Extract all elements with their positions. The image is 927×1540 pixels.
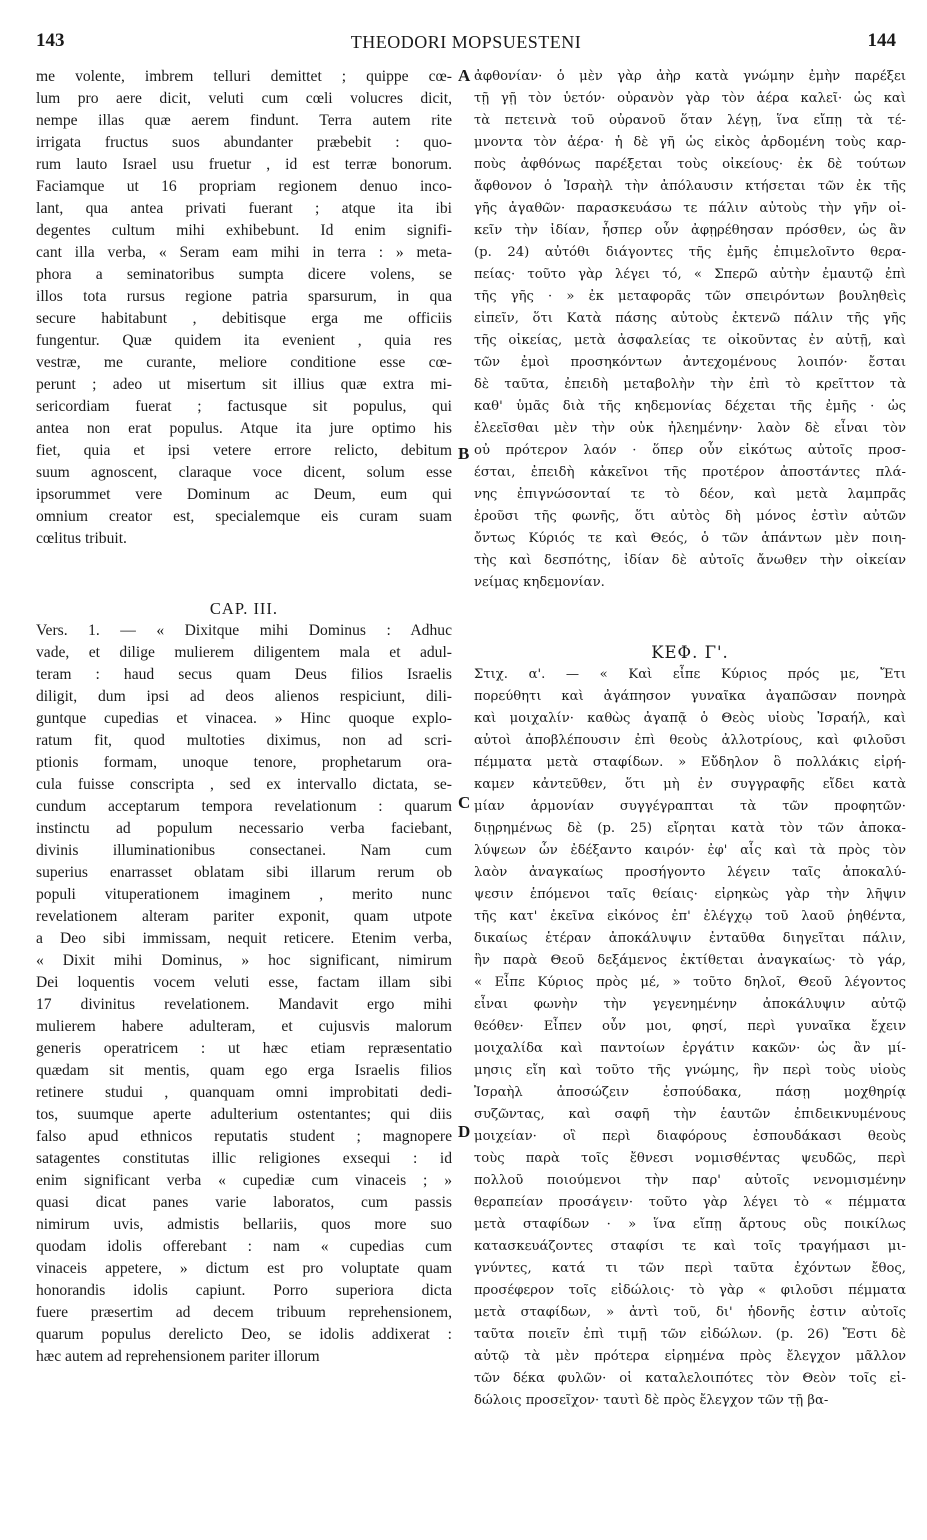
text-line: fungentur. Quæ quidem ita evenient , quia res	[36, 332, 452, 349]
text-line: τῶν δέκα φυλῶν· οἱ καταλελοιπότες τὸν Θεὸν τοῖς εἰ-	[474, 1371, 906, 1386]
text-line: retinere studui , quanquam omni improbitati dedi-	[36, 1084, 452, 1101]
text-line: sericordiam fuerat ; factusque sit populus, qui	[36, 398, 452, 415]
margin-letter-a: A	[458, 66, 471, 85]
text-line: καὶ μοιχαλίν· καθὼς ἀγαπᾷ ὁ Θεὸς υἱοὺς Ἰσραήλ, καὶ	[474, 711, 906, 726]
section-gap	[36, 550, 452, 598]
greek-paragraph-2	[474, 664, 906, 1412]
text-line: αὐτοὶ ἀποβλέπουσιν ἐπὶ θεοὺς ἀλλοτρίους, καὶ φιλοῦσι	[474, 733, 906, 748]
text-line: αὐτῷ τὰ μὲν πρότερα εἰρημένα πρὸς ἔλεγχον μᾶλλον	[474, 1349, 906, 1364]
text-line: phora a seminatoribus sumpta dicere volens, se	[36, 266, 452, 283]
text-line: Faciamque ut 16 propriam regionem denuo inco-	[36, 178, 452, 195]
text-line: τοὺς παρὰ τοῖς ἔθνεσι νομισθέντας ψευδῶς, περὶ	[474, 1151, 906, 1166]
text-line: me volente, imbrem telluri demittet ; quippe cœ-	[36, 68, 452, 85]
text-line: ἄφθονον ὁ Ἰσραὴλ τὴν ἀπόλαυσιν κτήσεται τῶν ἐκ τῆς	[474, 179, 906, 194]
text-line: Ἰσραὴλ ἀποσώζειν ἐσπούδακα, πάσῃ μοχθηρίᾳ	[474, 1085, 906, 1100]
text-line: a Deo sibi immissam, nequit reticere. Etenim verba,	[36, 930, 452, 947]
text-line: quodam idolis offerebant : nam « cupedias cum	[36, 1238, 452, 1255]
text-line: θεραπείαν προσάγειν· τοῦτο γὰρ λέγει τὸ « πέμματα	[474, 1195, 906, 1210]
page-number-right: 144	[867, 30, 896, 51]
text-line: lant, qua antea privati fuerant ; atque ita ibi	[36, 200, 452, 217]
text-line: revelationem alteram pariter exponit, quam utpote	[36, 908, 452, 925]
text-line: εἰπεῖν, ὅτι Κατὰ πάσης αὐτοὺς ἐκτενῶ πάλιν τῆς γῆς	[474, 311, 906, 326]
text-line: enim significant verba « cupediæ cum vinaceis ; »	[36, 1172, 452, 1189]
text-line: ψεσιν ἑπόμενοι ταῖς θείαις· εἰρηκὼς γὰρ τὴν λῆψιν	[474, 887, 906, 902]
text-line: fuere præsertim ad decem tribuum reprehensionem,	[36, 1304, 452, 1321]
text-line: tos, suumque aperte adulterium ostentantes; qui diis	[36, 1106, 452, 1123]
text-line: κατασκευάζοντες σταφίσι τε καὶ τοῖς τραγήμασι μι-	[474, 1239, 906, 1254]
text-line: ὄντως Κύριός τε καὶ Θεός, ὁ τῶν ἁπάντων μὲν ποιη-	[474, 531, 906, 546]
text-line: omnium creator est, specialemque eis curam suam	[36, 508, 452, 525]
text-line: τῆς οἰκείας, μετὰ ἀσφαλείας τε οἰκοῦντας ἐν αὐτῇ, καὶ	[474, 333, 906, 348]
text-line: ἐροῦσι τῆς φωνῆς, ὅτι αὐτὸς δὴ μόνος ἐστὶν αὐτῶν	[474, 509, 906, 524]
text-line: cula fuisse conscripta , sed ex intervallo dictata, se-	[36, 776, 452, 793]
text-line: τῶν ἐμοὶ προσηκόντων ἀντεχομένους λοιπόν· ἔσται	[474, 355, 906, 370]
text-line: illos tota rursus regione patria sparsurum, in qua	[36, 288, 452, 305]
text-line: ἐλεεῖσθαι μὲν τὴν οὐκ ἠλεημένην· λαὸν δὲ εἶναι τὸν	[474, 421, 906, 436]
text-line: divinis illuminationibus consectanei. Nam cum	[36, 842, 452, 859]
text-line: γῆς ἀγαθῶν· παρασκευάσω τε πάλιν αὐτοὺς τὴν γῆν οἰ-	[474, 201, 906, 216]
text-line: μετὰ σταφίδων · » ἵνα εἴπῃ ἄρτους οὓς ποικίλως	[474, 1217, 906, 1232]
text-line: cundum acceptarum tempora revelationum : quarum	[36, 798, 452, 815]
text-line: συζῶντας, καὶ σαφῆ τὴν ἑαυτῶν ἐπιδεικνυμένους	[474, 1107, 906, 1122]
text-line: έσται, ἐπειδὴ κἀκεῖνοι τῆς προτέρον ἀποστάντες πλά-	[474, 465, 906, 480]
text-line: μοιχαλίδα καὶ παντοίων ἐργάτιν κακῶν· ὡς ἂν μί-	[474, 1041, 906, 1056]
text-line: Στιχ. α'. — « Καὶ εἶπε Κύριος πρός με, Ἔτι	[474, 667, 906, 682]
text-line: falso apud ethnicos reputatis student ; magnopere	[36, 1128, 452, 1145]
text-line: mulierem habere adulteram, et cujusvis malorum	[36, 1018, 452, 1035]
latin-column	[36, 66, 452, 1368]
margin-letter-b: B	[458, 444, 470, 463]
greek-chapter-heading: ΚΕΦ. Γ'.	[651, 643, 729, 662]
text-line: fiet, quia et ipsi vetere errore relicto, debitum	[36, 442, 452, 459]
text-line: vade, et dilige mulierem diligentem mala et adul-	[36, 644, 452, 661]
text-line: quasi dicat panes varie laboratos, cum passis	[36, 1194, 452, 1211]
text-line: 17 divinitus revelationem. Mandavit ergo mihi	[36, 996, 452, 1013]
text-line: θεόθεν· Εἶπεν οὖν μοι, φησί, περὶ γυναῖκα ἔχειν	[474, 1019, 906, 1034]
text-line: vestræ, me curante, meliore conditione esse cœ-	[36, 354, 452, 371]
text-line: cœlitus tribuit.	[36, 530, 127, 547]
text-line: γνύντες, κατά τι τῶν περὶ ταῦτα ἐχόντων ἔθος,	[474, 1261, 906, 1276]
text-line: Vers. 1. — « Dixitque mihi Dominus : Adhuc	[36, 622, 452, 639]
text-line: δὲ ταῦτα, ἐπειδὴ μεταβολὴν τὴν ἐπὶ τὸ κρεῖττον τὰ	[474, 377, 906, 392]
text-line: κεῖν τὴν ἰδίαν, ἧσπερ οὖν ἀφῃρέθησαν πρόσθεν, ὡς ἂν	[474, 223, 906, 238]
text-line: cant illa verba, « Seram eam mihi in terra : » meta-	[36, 244, 452, 261]
text-line: καμεν κἀντεῦθεν, ὅτι μὴ ἐν συγγραφῆς εἴδει κατὰ	[474, 777, 906, 792]
text-line: ἀφθονίαν· ὁ μὲν γὰρ ἀὴρ κατὰ γνώμην ἐμὴν παρέξει	[474, 69, 906, 84]
text-line: πείας· τοῦτο γὰρ λέγει τό, « Σπερῶ αὐτὴν ἐμαυτῷ ἐπὶ	[474, 267, 906, 282]
text-line: instinctu ad populum necessario verba faciebant,	[36, 820, 452, 837]
running-header	[36, 30, 896, 58]
text-line: τῆς γῆς · » ἐκ μεταφορᾶς τῶν σπειρόντων βουληθεὶς	[474, 289, 906, 304]
text-line: μετὰ σταφίδων, » ἀντὶ τοῦ, δι' ἡδονῆς ἐστιν αὐτοῖς	[474, 1305, 906, 1320]
text-line: μησις εἴη καὶ τοῦτο τῆς γνώμης, ἣν περὶ τοὺς υἱοὺς	[474, 1063, 906, 1078]
text-line: μνοντα τὸν ἀέρα· ἡ δὲ γῆ ὡς εἰκὸς ἀρδομένη τοὺς καρ-	[474, 135, 906, 150]
text-line: λύψεων ὧν ἐδέξαντο καιρόν· ἐφ' αἷς καὶ τὰ πρὸς τὸν	[474, 843, 906, 858]
text-line: satagentes constitutas illic religiones exsequi : id	[36, 1150, 452, 1167]
text-line: πολλοῦ ποιούμενοι τὴν παρ' αὐτοῖς νενομισμένην	[474, 1173, 906, 1188]
text-line: rum lauto Israel usu fruetur , id est terræ bonorum.	[36, 156, 452, 173]
greek-column	[474, 66, 906, 1412]
text-line: suum agnoscent, claraque voce dicent, solum esse	[36, 464, 452, 481]
text-line: hæc autem ad reprehensionem pariter illorum	[36, 1348, 320, 1365]
text-line: teram : haud secus quam Deus filios Israelis	[36, 666, 452, 683]
text-line: ratum fit, quod multoties diximus, non ad scri-	[36, 732, 452, 749]
text-line: τὴς καὶ δεσπότης, ἰδίαν δὲ αὐτοῖς ἄνωθεν τὴν οἰκείαν	[474, 553, 906, 568]
text-line: ptionis formam, unoque tenore, prophetarum ora-	[36, 754, 452, 771]
text-line: « Dixit mihi Dominus, » hoc significant, nimirum	[36, 952, 452, 969]
text-line: νης ἐπιγνώσονταί τε τὸ δέον, καὶ μετὰ λαμπρᾶς	[474, 487, 906, 502]
text-line: vinaceis appetere, » dictum est pro voluptate quam	[36, 1260, 452, 1277]
greek-paragraph-1	[474, 66, 906, 594]
text-line: perunt ; adeo ut misertum sit illius quæ extra mi-	[36, 376, 452, 393]
text-line: τῇ γῇ τὸν ὑετόν· οὐρανὸν γὰρ τὸν ἀέρα καλεῖ· ὡς καὶ	[474, 91, 906, 106]
text-line: οὐ πρότερον λαόν · ὅπερ οὖν εἰκότως αὐτοῖς προσ-	[474, 443, 906, 458]
text-line: guntque cupedias et vinacea. » Hinc quoque explo-	[36, 710, 452, 727]
text-line: νείμας κηδεμονίαν.	[474, 575, 605, 590]
text-line: εἶναι φωνὴν τὴν γεγενημένην ἀποκάλυψιν αὐτῷ	[474, 997, 906, 1012]
text-line: nimirum uvis, admistis bellariis, quos more suo	[36, 1216, 452, 1233]
text-line: δώλοις προσεῖχον· ταυτὶ δὲ πρὸς ἔλεγχον τῶν τῇ βα-	[474, 1393, 829, 1408]
text-line: ποὺς ἀφθόνως παρέξεται τοὺς οἰκείους· ἐκ δὲ τούτων	[474, 157, 906, 172]
text-line: τῆς κατ' ἐκεῖνα εἰκόνος ἐπ' ἐλέγχῳ τοῦ λαοῦ ῥηθέντα,	[474, 909, 906, 924]
margin-letter-c: C	[458, 793, 471, 812]
text-line: irrigata fructus suos abundanter præbebit : quo-	[36, 134, 452, 151]
text-line: superius enarrasset oblatam sibi illarum rerum ob	[36, 864, 452, 881]
text-line: ipsorummet vere Dominum ac Deum, eum qui	[36, 486, 452, 503]
text-line: δικαίως ἑτέραν ἀποκάλυψιν ἐνταῦθα διηγεῖται πάλιν,	[474, 931, 906, 946]
text-line: πορεύθητι καὶ ἀγάπησον γυναῖκα ἀγαπῶσαν πονηρὰ	[474, 689, 906, 704]
text-line: generis operatricem : ut hæc etiam repræsentatio	[36, 1040, 452, 1057]
text-line: λαὸν ἀναγκαίως προσήγοντο λέγειν ταῖς ἀποκαλύ-	[474, 865, 906, 880]
text-line: « Εἶπε Κύριος πρὸς μέ, » τοῦτο δηλοῖ, Θεοῦ λέγοντος	[474, 975, 906, 990]
text-line: honorandis idolis capiunt. Porro superiora dicta	[36, 1282, 452, 1299]
text-line: ἣν παρὰ Θεοῦ δεξάμενος ἐκτίθεται ἀναγκαίως· τὸ γάρ,	[474, 953, 906, 968]
text-line: quarum populus derelicto Deo, se idolis addixerat :	[36, 1326, 452, 1343]
text-line: ταῦτα ποιεῖν ἐπὶ τιμῇ τῶν εἰδώλων. (p. 26) Ἔστι δὲ	[474, 1327, 906, 1342]
text-line: secure habitabunt , debitisque erga me officiis	[36, 310, 452, 327]
text-line: populi vituperationem imaginem , merito nunc	[36, 886, 452, 903]
text-line: antea non erat populus. Atque ita jure optimo his	[36, 420, 452, 437]
latin-paragraph-1	[36, 66, 452, 550]
text-line: Dei loquentis vocem veluti esse, factam illam sibi	[36, 974, 452, 991]
text-line: diligit, dum ipsi ad deos alienos respiciunt, dili-	[36, 688, 452, 705]
section-gap	[474, 594, 906, 642]
text-line: (p. 24) αὐτόθι διάγοντες τῆς ἐμῆς ἐπιμελοῖντο θερα-	[474, 245, 906, 260]
page-number-left: 143	[36, 30, 65, 51]
margin-letter-d: D	[458, 1122, 471, 1141]
latin-paragraph-2	[36, 620, 452, 1368]
text-line: lum pro aere dicit, veluti cum cœli volucres dicit,	[36, 90, 452, 107]
running-title: THEODORI MOPSUESTENI	[350, 32, 582, 52]
text-line: διῃρημένως δὲ (p. 25) εἴρηται κατὰ τὸν τῶν ἀποκα-	[474, 821, 906, 836]
text-line: degentes cultum mihi exhibebunt. Id enim signifi-	[36, 222, 452, 239]
text-line: πέμματα μετὰ σταφίδων. » Εὔδηλον ὃ πολλάκις εἰρή-	[474, 755, 906, 770]
text-line: προσέφερον τοῖς εἰδώλοις· τὸ γὰρ « φιλοῦσι πέμματα	[474, 1283, 906, 1298]
text-line: quædam sit mentis, quam ego erga Israelis filios	[36, 1062, 452, 1079]
latin-chapter-heading: CAP. III.	[209, 599, 279, 618]
text-line: καθ' ὑμᾶς διὰ τῆς κηδεμονίας δέχεται τῆς ἐμῆς · ὡς	[474, 399, 906, 414]
text-line: τὰ πετεινὰ τοῦ οὐρανοῦ ὅταν λέγῃ, ἵνα εἴπῃ τὰ τέ-	[474, 113, 906, 128]
text-line: μίαν ἁρμονίαν συγγέγραπται τὰ τῶν προφητῶν·	[474, 799, 906, 814]
text-line: nempe illas quæ aerem findunt. Terra autem rite	[36, 112, 452, 129]
text-line: μοιχείαν· οἳ περὶ διαφόρους ἐσπουδάκασι θεοὺς	[474, 1129, 906, 1144]
